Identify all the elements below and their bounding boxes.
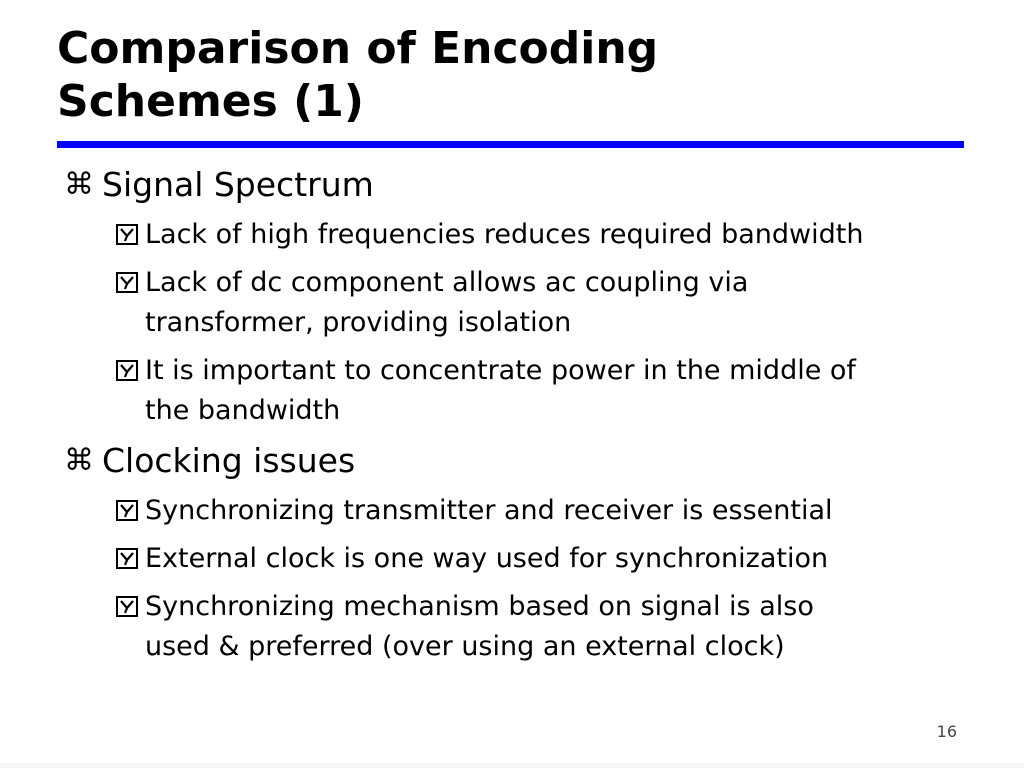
slide-title-line-2: Schemes (1)	[57, 76, 364, 127]
sub-bullet	[116, 263, 964, 343]
command-key-icon: ⌘	[64, 443, 94, 478]
bullet-signal-spectrum	[64, 163, 964, 207]
slide-content	[64, 163, 964, 667]
checkbox-y-icon	[116, 596, 140, 618]
sub-bullet-line: used & preferred (over using an external clock)	[145, 631, 785, 662]
checkbox-y-icon	[116, 548, 140, 570]
sub-bullet	[116, 587, 964, 667]
slide-title-line-1: Comparison of Encoding	[57, 23, 659, 74]
sub-bullet-line: the bandwidth	[145, 395, 341, 426]
bullet-text: Clocking issues	[102, 441, 356, 480]
title-underline	[57, 141, 964, 148]
checkbox-y-icon	[116, 272, 140, 294]
sub-bullet-line: Synchronizing mechanism based on signal is also	[145, 591, 814, 622]
slide-title	[57, 22, 957, 128]
page-number: 16	[936, 722, 957, 741]
sub-bullet-line: Lack of dc component allows ac coupling via	[145, 267, 749, 298]
sub-bullet-line: Synchronizing transmitter and receiver is essential	[145, 495, 833, 526]
checkbox-y-icon	[116, 360, 140, 382]
sub-bullet-line: Lack of high frequencies reduces required bandwidth	[145, 219, 864, 250]
sub-bullet	[116, 491, 964, 531]
bullet-text: Signal Spectrum	[102, 165, 374, 204]
sub-bullet-line: It is important to concentrate power in the middle of	[145, 355, 856, 386]
checkbox-y-icon	[116, 224, 140, 246]
sub-bullet-line: transformer, providing isolation	[145, 307, 572, 338]
checkbox-y-icon	[116, 500, 140, 522]
command-key-icon: ⌘	[64, 167, 94, 202]
footer-band	[0, 763, 1024, 768]
sub-bullet-line: External clock is one way used for synchronization	[145, 543, 829, 574]
bullet-clocking-issues	[64, 439, 964, 483]
sub-bullet	[116, 539, 964, 579]
sub-bullet	[116, 351, 964, 431]
sub-bullet	[116, 215, 964, 255]
